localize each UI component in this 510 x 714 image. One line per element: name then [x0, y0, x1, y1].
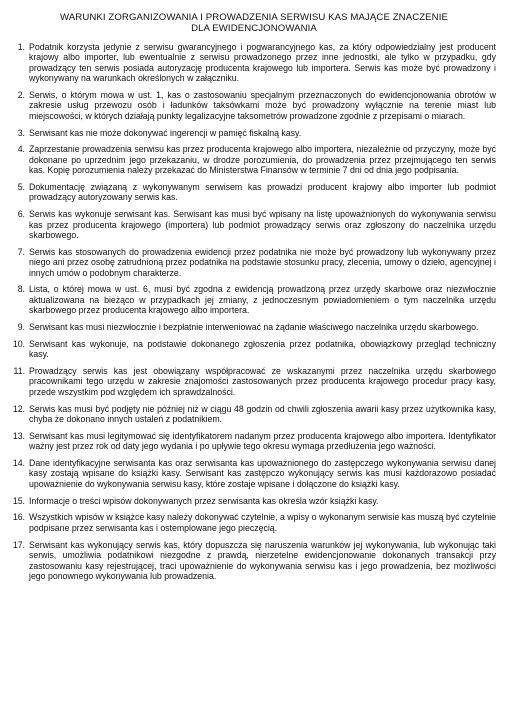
list-item: [12, 366, 496, 397]
list-item: [12, 431, 496, 452]
item-number: 5.: [17, 182, 25, 193]
title-line-1: WARUNKI ZORGANIZOWANIA I PROWADZENIA SERWISU KAS MAJĄCE ZNACZENIE: [60, 12, 448, 23]
item-number: 2.: [17, 90, 25, 101]
item-number: 17.: [12, 539, 25, 550]
list-item: [12, 496, 496, 506]
item-number: 10.: [12, 338, 25, 349]
item-number: 4.: [17, 144, 25, 155]
item-number: 14.: [12, 458, 25, 469]
item-number: 12.: [12, 403, 25, 414]
item-number: 8.: [17, 284, 25, 295]
list-item: [12, 128, 496, 138]
list-item: [12, 540, 496, 582]
conditions-list: [12, 42, 496, 581]
list-item: [12, 458, 496, 489]
item-number: 7.: [17, 246, 25, 257]
item-text: Serwisant kas musi niezwłocznie i bezpłatnie interweniować na żądanie właściwego naczelnika urzędu skarbowego.: [29, 322, 479, 333]
list-item: [12, 90, 496, 121]
item-text: Serwis kas wykonuje serwisant kas. Serwisant kas musi być wpisany na listę upoważnionych do wykonywania serwisu kas przez producenta krajowego (importera) lub podmiot prowadzący serwis oraz zgłoszony do naczelnika urzędu skarbowego.: [29, 209, 496, 241]
item-text: Wszystkich wpisów w książce kasy należy dokonywać czytelnie, a wpisy o wykonanym serwisie kas muszą być czytelnie podpisane przez serwisanta kas i ostemplowane jego pieczęcią.: [29, 512, 496, 533]
list-item: [12, 42, 496, 84]
item-text: Lista, o której mowa w ust. 6, musi być zgodna z ewidencją prowadzoną przez urzędy skarbowe oraz niezwłocznie aktualizowana na bieżąco w przypadkach jej zmiany, z jednoczesnym powiadomieniem o tym naczelnika urzędu skarbowego przez producenta krajowego albo importera.: [29, 284, 496, 316]
item-number: 9.: [17, 322, 25, 333]
item-number: 13.: [12, 430, 25, 441]
item-text: Serwisant kas wykonujący serwis kas, który dopuszcza się naruszenia warunków jej wykonywania, lub wykonując taki serwis, umożliwia podatnikowi niezgodne z prawdą, nierzetelne ewidencjonowanie dokonanych transakcji przy zastosowaniu kasy rejestrującej, traci upoważnienie do wykonywania serwisu kas i jego prowadzenia, bez możliwości jego ponownego wykonywania lub prowadzenia.: [29, 539, 496, 581]
list-item: [12, 144, 496, 175]
item-text: Zaprzestanie prowadzenia serwisu kas przez producenta krajowego albo importera, niezależnie od przyczyny, może być dokonane po uprzednim jego przekazaniu, w drodze porozumienia, do prowadzenia przez przejmującego ten serwis kas. Kopię porozumienia należy przekazać do Ministerstwa Finansów w terminie 7 dni od dnia jego podpisania.: [29, 144, 496, 176]
list-item: [12, 404, 496, 425]
item-number: 15.: [12, 495, 25, 506]
item-text: Serwisant kas nie może dokonywać ingerencji w pamięć fiskalną kasy.: [29, 127, 302, 138]
list-item: [12, 339, 496, 360]
item-number: 1.: [17, 42, 25, 52]
item-text: Serwisant kas wykonuje, na podstawie dokonanego zgłoszenia przez podatnika, obowiązkowy przegląd techniczny kasy.: [29, 338, 496, 360]
item-text: Dane identyfikacyjne serwisanta kas oraz serwisanta kas upoważnionego do zastępczego wykonywania serwisu danej kasy zostają wpisane do książki kasy. Serwisant kas zastępczo wykonujący serwis kas musi każdorazowo posiadać upoważnienie do wykonywania serwisu kasy, które zostaje wpisane i dołączone do książki kasy.: [29, 458, 496, 489]
list-item: [12, 247, 496, 278]
item-text: Serwis kas stosowanych do prowadzenia ewidencji przez podatnika nie może być prowadzony lub wykonywany przez niego ani przez osobę zatrudnioną przez podatnika na podstawie stosunku pracy, zlecenia, umowy o dzieło, agencyjnej i innych umów o podobnym charakterze.: [29, 246, 496, 278]
item-number: 6.: [17, 209, 25, 220]
item-text: Prowadzący serwis kas jest obowiązany współpracować ze wskazanymi przez naczelnika urzędu skarbowego pracownikami tego urzędu w zakresie znajomości zastosowanych przez producenta krajowego procedur pracy kasy, przede wszystkim pod względem ich sprawdzalności.: [29, 366, 496, 397]
list-item: [12, 322, 496, 332]
item-text: Informacje o treści wpisów dokonywanych przez serwisanta kas określa wzór książki kasy.: [29, 495, 379, 506]
item-text: Serwis, o którym mowa w ust. 1, kas o zastosowaniu specjalnym przeznaczonych do ewidencjonowania obrotów w zakresie usług przewozu osób i ładunków taksówkami może być prowadzony wyłącznie na terenie miast lub miejscowości, w których działają punkty legalizacyjne taksometrów prowadzone zgodnie z przepisami o miarach.: [29, 90, 496, 121]
item-text: Podatnik korzysta jedynie z serwisu gwarancyjnego i pogwarancyjnego kas, za który odpowiedzialny jest producent krajowy albo importer, lub ewentualnie z serwisu prowadzonego przez inne jednostki, ale tylko w przypadku, gdy prowadzący ten serwis posiada autoryzację producenta krajowego lub importera. Serwis kas może być prowadzony i wykonywany na warunkach określonych w załączniku.: [29, 42, 496, 84]
item-text: Serwis kas musi być podjęty nie później niż w ciągu 48 godzin od chwili zgłoszenia awarii kasy przez użytkownika kasy, chyba że dokonano innych ustaleń z podatnikiem.: [29, 403, 496, 425]
title-line-2: DLA EWIDENCJONOWANIA: [191, 23, 317, 34]
list-item: [12, 284, 496, 315]
list-item: [12, 512, 496, 533]
list-item: [12, 209, 496, 240]
document-title: [12, 12, 496, 34]
item-number: 16.: [12, 512, 25, 523]
item-text: Serwisant kas musi legitymować się identyfikatorem nadanym przez producenta krajowego albo importera. Identyfikator ważny jest przez rok od daty jego wydania i po upływie tego okresu wymaga przedłużenia jego ważności.: [29, 430, 496, 452]
item-number: 3.: [17, 127, 25, 138]
list-item: [12, 182, 496, 203]
item-number: 11.: [13, 366, 25, 377]
item-text: Dokumentację związaną z wykonywanym serwisem kas prowadzi producent krajowy albo importer lub podmiot prowadzący autoryzowany serwis kas.: [29, 182, 496, 203]
